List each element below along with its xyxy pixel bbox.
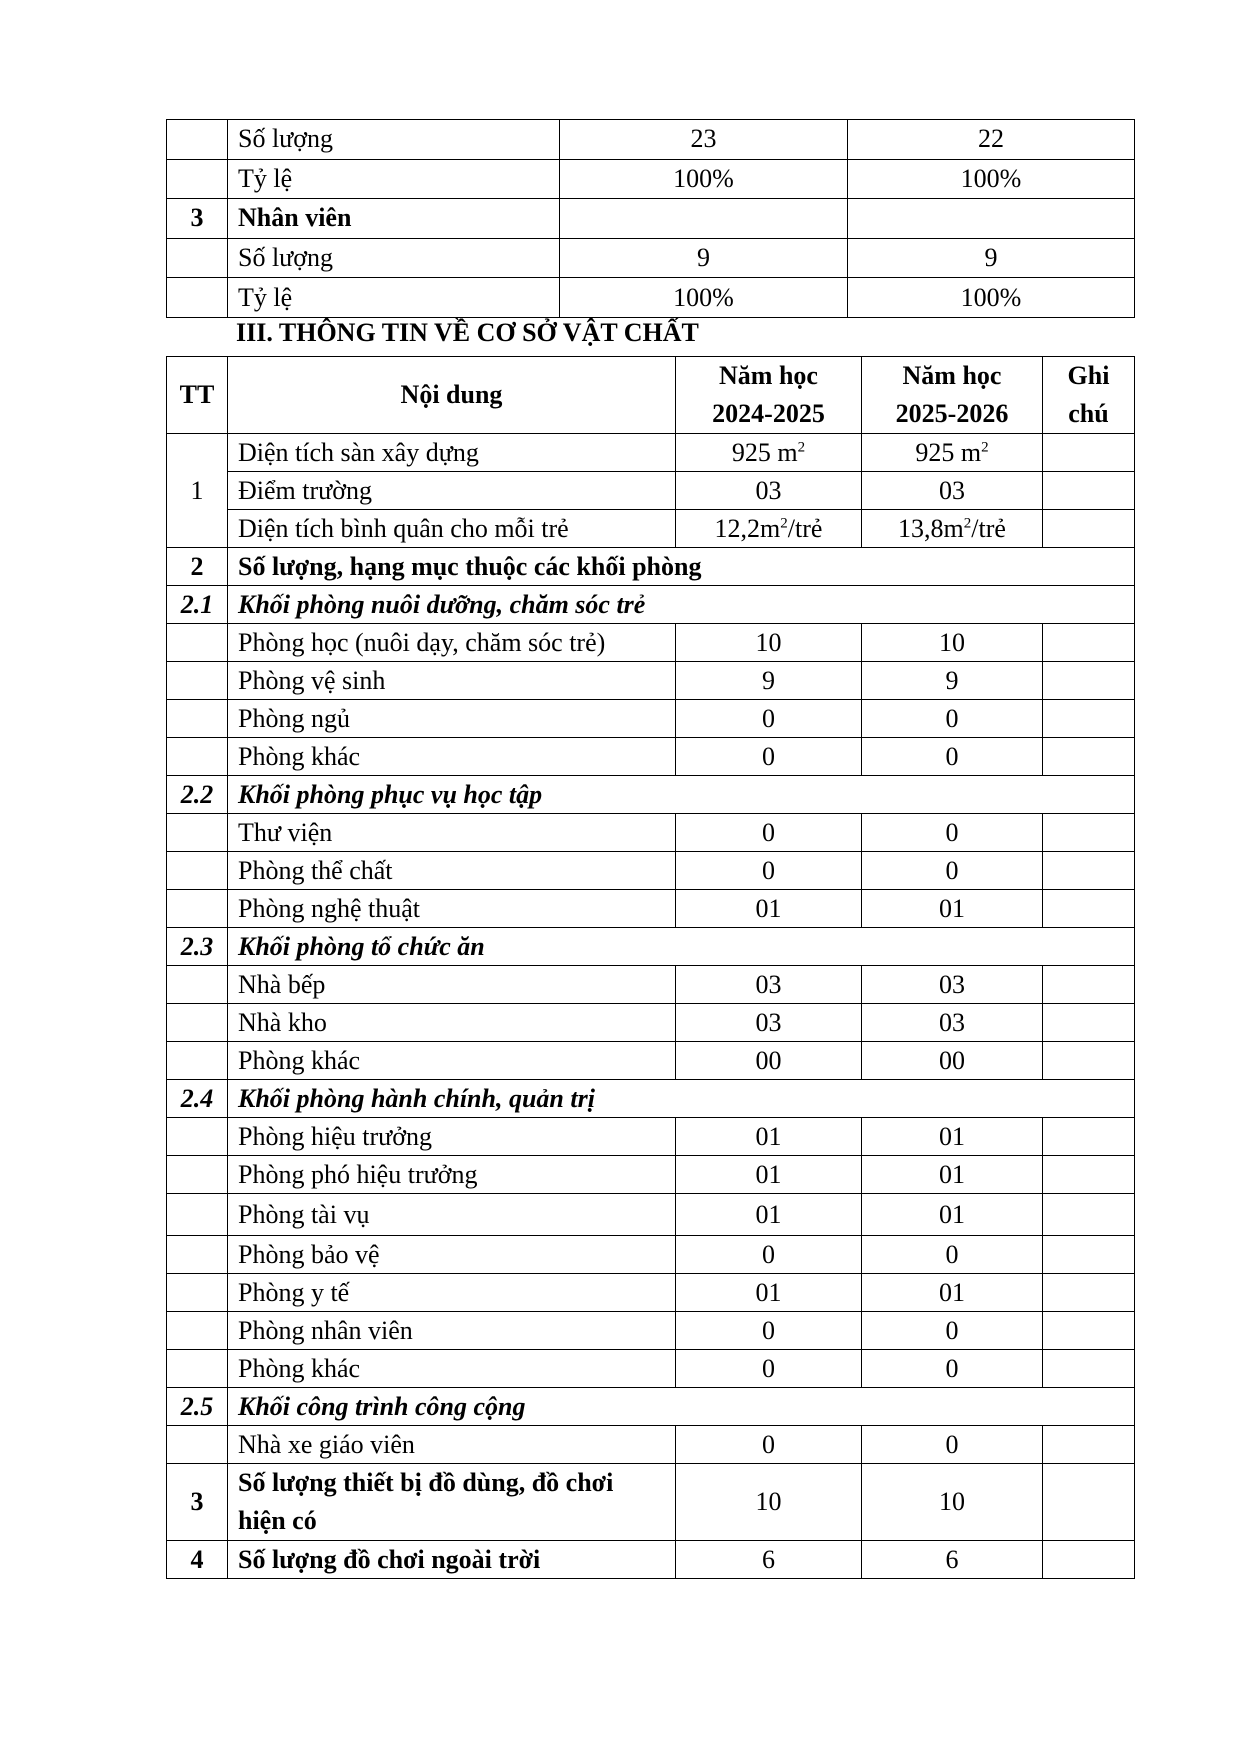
value-2024: 0 [676, 1312, 862, 1350]
row-label: Nhà kho [228, 1004, 676, 1042]
tt-cell: 1 [167, 434, 228, 548]
group-title: Khối phòng tổ chức ăn [228, 928, 1135, 966]
facility-table [166, 356, 1135, 1579]
value-2024: 0 [676, 1426, 862, 1464]
row-label: Phòng hiệu trưởng [228, 1118, 676, 1156]
row-label: Phòng khác [228, 1350, 676, 1388]
value-2024: 9 [560, 238, 848, 278]
row-label: Phòng khác [228, 738, 676, 776]
table-row [167, 814, 1135, 852]
value-2025: 03 [862, 1004, 1043, 1042]
section-label: Số lượng đồ chơi ngoài trời [228, 1541, 676, 1579]
table-row [167, 1004, 1135, 1042]
campuses-2024: 03 [676, 472, 862, 510]
group-title: Khối phòng phục vụ học tập [228, 776, 1135, 814]
row-label: Phòng ngủ [228, 700, 676, 738]
group-header-row [167, 1388, 1135, 1426]
table-row [167, 1156, 1135, 1194]
tt-cell [167, 1042, 228, 1080]
table-row [167, 1118, 1135, 1156]
note-cell [1043, 624, 1135, 662]
note-cell [1043, 1236, 1135, 1274]
note-cell [1043, 738, 1135, 776]
value-2025: 10 [862, 1464, 1043, 1541]
value-2024: 0 [676, 1236, 862, 1274]
campuses-label: Điểm trường [228, 472, 676, 510]
tt-cell [167, 966, 228, 1004]
table-row [167, 199, 1135, 239]
value-2024: 10 [676, 624, 862, 662]
note-cell [1043, 472, 1135, 510]
tt-cell [167, 1004, 228, 1042]
header-row [167, 357, 1135, 434]
table-row [167, 434, 1135, 472]
table-row [167, 1042, 1135, 1080]
value-2024: 0 [676, 852, 862, 890]
value-2024: 01 [676, 890, 862, 928]
avg-area-2024: $12,2m^2$/trẻ [676, 510, 862, 548]
tt-cell: 2 [167, 548, 228, 586]
group-header-row [167, 776, 1135, 814]
row-label: Phòng bảo vệ [228, 1236, 676, 1274]
section-row [167, 1541, 1135, 1579]
table-row [167, 890, 1135, 928]
value-2024: 01 [676, 1156, 862, 1194]
tt-cell [167, 1194, 228, 1236]
row-label: Phòng nghệ thuật [228, 890, 676, 928]
value-2025 [848, 199, 1135, 239]
tt-cell [167, 1274, 228, 1312]
note-cell [1043, 1274, 1135, 1312]
tt-cell [167, 1312, 228, 1350]
value-2024: 9 [676, 662, 862, 700]
group-header-row [167, 1080, 1135, 1118]
floor-area-2025: 925 $m^2$ [862, 434, 1043, 472]
table-row [167, 1312, 1135, 1350]
header-year1: Năm học 2024-2025 [676, 357, 862, 434]
row-label: Phòng khác [228, 1042, 676, 1080]
note-cell [1043, 852, 1135, 890]
value-2025: 0 [862, 738, 1043, 776]
table-row [167, 966, 1135, 1004]
row-label: Thư viện [228, 814, 676, 852]
value-2025: 22 [848, 120, 1135, 160]
table-row [167, 238, 1135, 278]
tt-cell [167, 159, 228, 199]
value-2025: 0 [862, 1236, 1043, 1274]
table-row [167, 510, 1135, 548]
value-2024: 03 [676, 1004, 862, 1042]
value-2025: 0 [862, 1426, 1043, 1464]
row-label: Phòng học (nuôi dạy, chăm sóc trẻ) [228, 624, 676, 662]
value-2024 [560, 199, 848, 239]
tt-cell [167, 1426, 228, 1464]
row-label: Nhân viên [228, 199, 560, 239]
tt-cell [167, 1236, 228, 1274]
header-note: Ghi chú [1043, 357, 1135, 434]
avg-area-label: Diện tích bình quân cho mỗi trẻ [228, 510, 676, 548]
note-cell [1043, 510, 1135, 548]
tt-cell: 3 [167, 1464, 228, 1541]
tt-cell [167, 624, 228, 662]
value-2025: 9 [862, 662, 1043, 700]
section-row [167, 548, 1135, 586]
note-cell [1043, 1312, 1135, 1350]
value-2024: 03 [676, 966, 862, 1004]
note-cell [1043, 662, 1135, 700]
note-cell [1043, 1464, 1135, 1541]
table-row [167, 662, 1135, 700]
value-2024: 100% [560, 159, 848, 199]
value-2025: 01 [862, 1156, 1043, 1194]
value-2024: 01 [676, 1118, 862, 1156]
table-row [167, 1274, 1135, 1312]
value-2025: 01 [862, 890, 1043, 928]
floor-area-2024: 925 $m^2$ [676, 434, 862, 472]
value-2024: 100% [560, 278, 848, 318]
tt-cell [167, 700, 228, 738]
row-label: Tỷ lệ [228, 159, 560, 199]
row-label: Phòng thể chất [228, 852, 676, 890]
table-row [167, 159, 1135, 199]
note-cell [1043, 1426, 1135, 1464]
value-2024: 23 [560, 120, 848, 160]
section-title: III. THÔNG TIN VỀ CƠ SỞ VẬT CHẤT [236, 318, 699, 347]
row-label: Nhà bếp [228, 966, 676, 1004]
table-row [167, 120, 1135, 160]
value-2024: 0 [676, 700, 862, 738]
header-tt: TT [167, 357, 228, 434]
value-2024: 01 [676, 1274, 862, 1312]
table-row [167, 1236, 1135, 1274]
value-2024: 00 [676, 1042, 862, 1080]
row-label: Phòng vệ sinh [228, 662, 676, 700]
group-code: 2.4 [167, 1080, 228, 1118]
value-2025: 0 [862, 852, 1043, 890]
value-2025: 03 [862, 966, 1043, 1004]
value-2024: 01 [676, 1194, 862, 1236]
note-cell [1043, 434, 1135, 472]
tt-cell [167, 1118, 228, 1156]
value-2025: 00 [862, 1042, 1043, 1080]
table-row [167, 624, 1135, 662]
group-code: 2.3 [167, 928, 228, 966]
table-row [167, 472, 1135, 510]
group-title: Khối phòng nuôi dưỡng, chăm sóc trẻ [228, 586, 1135, 624]
header-year2: Năm học 2025-2026 [862, 357, 1043, 434]
table-row [167, 278, 1135, 318]
value-2025: 6 [862, 1541, 1043, 1579]
note-cell [1043, 1156, 1135, 1194]
group-title: Khối phòng hành chính, quản trị [228, 1080, 1135, 1118]
group-header-row [167, 928, 1135, 966]
group-code: 2.1 [167, 586, 228, 624]
value-2025: 0 [862, 700, 1043, 738]
group-code: 2.2 [167, 776, 228, 814]
table-row [167, 1350, 1135, 1388]
row-label: Phòng phó hiệu trưởng [228, 1156, 676, 1194]
tt-cell: 3 [167, 199, 228, 239]
value-2024: 0 [676, 1350, 862, 1388]
group-header-row [167, 586, 1135, 624]
section-row [167, 1464, 1135, 1541]
tt-cell [167, 662, 228, 700]
tt-cell [167, 238, 228, 278]
staff-table [166, 119, 1135, 318]
avg-area-2025: $13,8m^2$/trẻ [862, 510, 1043, 548]
tt-cell [167, 814, 228, 852]
row-label: Phòng tài vụ [228, 1194, 676, 1236]
tt-cell [167, 852, 228, 890]
section-label: Số lượng thiết bị đồ dùng, đồ chơi hiện có [228, 1464, 676, 1541]
note-cell [1043, 1042, 1135, 1080]
note-cell [1043, 700, 1135, 738]
value-2025: 01 [862, 1118, 1043, 1156]
tt-cell [167, 890, 228, 928]
value-2024: 0 [676, 814, 862, 852]
value-2025: 10 [862, 624, 1043, 662]
note-cell [1043, 814, 1135, 852]
note-cell [1043, 1541, 1135, 1579]
tt-cell [167, 1350, 228, 1388]
campuses-2025: 03 [862, 472, 1043, 510]
tt-cell: 4 [167, 1541, 228, 1579]
value-2024: 0 [676, 738, 862, 776]
value-2025: 01 [862, 1194, 1043, 1236]
value-2025: 0 [862, 1350, 1043, 1388]
value-2024: 10 [676, 1464, 862, 1541]
table-row [167, 852, 1135, 890]
tt-cell [167, 120, 228, 160]
tt-cell [167, 738, 228, 776]
value-2025: 100% [848, 159, 1135, 199]
row-label: Phòng y tế [228, 1274, 676, 1312]
note-cell [1043, 966, 1135, 1004]
row-label: Nhà xe giáo viên [228, 1426, 676, 1464]
group-code: 2.5 [167, 1388, 228, 1426]
row-label: Phòng nhân viên [228, 1312, 676, 1350]
header-content: Nội dung [228, 357, 676, 434]
table-row [167, 1194, 1135, 1236]
value-2025: 0 [862, 814, 1043, 852]
table-row [167, 700, 1135, 738]
row-label: Số lượng [228, 120, 560, 160]
note-cell [1043, 1350, 1135, 1388]
note-cell [1043, 1118, 1135, 1156]
tt-cell [167, 1156, 228, 1194]
value-2025: 0 [862, 1312, 1043, 1350]
row-label: Tỷ lệ [228, 278, 560, 318]
value-2025: 9 [848, 238, 1135, 278]
value-2024: 6 [676, 1541, 862, 1579]
floor-area-label: Diện tích sàn xây dựng [228, 434, 676, 472]
group-title: Khối công trình công cộng [228, 1388, 1135, 1426]
row-label: Số lượng [228, 238, 560, 278]
value-2025: 100% [848, 278, 1135, 318]
value-2025: 01 [862, 1274, 1043, 1312]
table-row [167, 738, 1135, 776]
note-cell [1043, 1004, 1135, 1042]
table-row [167, 1426, 1135, 1464]
section-label: Số lượng, hạng mục thuộc các khối phòng [228, 548, 1135, 586]
note-cell [1043, 890, 1135, 928]
tt-cell [167, 278, 228, 318]
note-cell [1043, 1194, 1135, 1236]
